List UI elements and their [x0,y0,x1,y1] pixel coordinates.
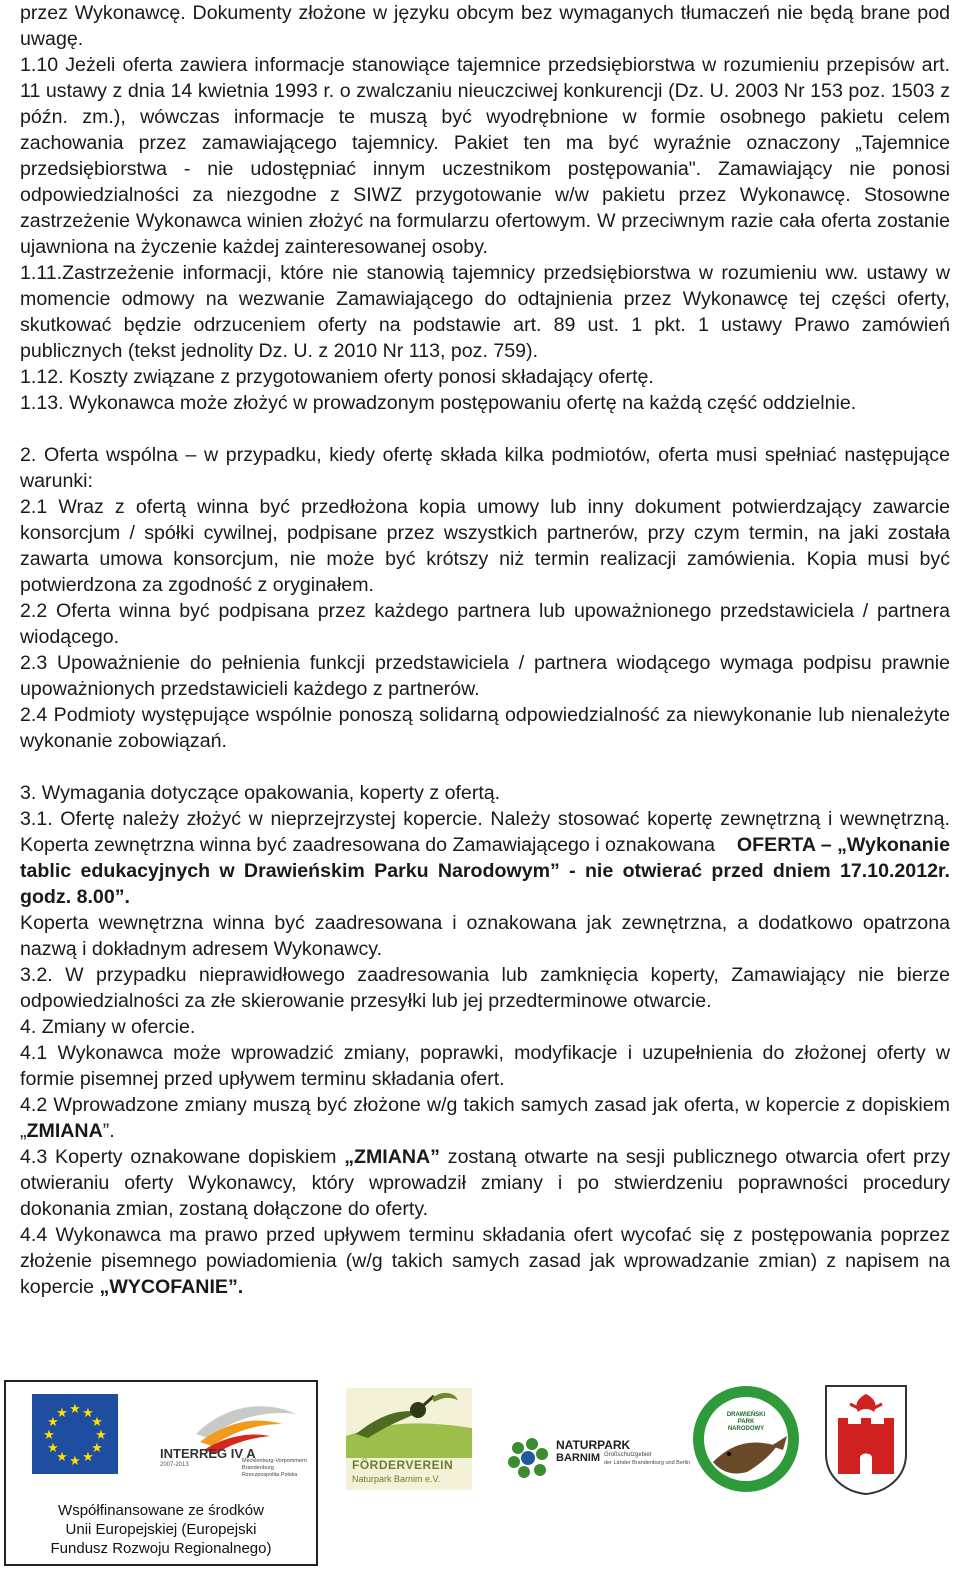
svg-text:★: ★ [69,1454,81,1469]
forderverein-logo [346,1388,472,1490]
document-body [20,0,950,1300]
paragraph: 2.2 Oferta winna być podpisana przez każdego partnera lub upoważnionego przedstawiciela / partnera wiodącego. [20,600,950,648]
paragraph-text: 4.3 Koperty oznakowane dopiskiem [20,1146,345,1168]
dpn-line: NARODOWY [727,1426,765,1432]
paragraph-4-3 [20,1144,950,1222]
eu-caption [6,1501,316,1558]
paragraph: 1.13. Wykonawca może złożyć w prowadzonym postępowaniu ofertę na każdą część oddzielnie. [20,392,857,414]
paragraph: przez Wykonawcę. Dokumenty złożone w języku obcym bez wymaganych tłumaczeń nie będą brane pod uwagę. [20,2,950,50]
svg-text:★: ★ [56,1406,68,1421]
paragraph: 2.3 Upoważnienie do pełnienia funkcji przedstawiciela / partnera wiodącego wymaga podpisu prawnie upoważnionych przedstawicieli każdego z partnerów. [20,652,950,700]
paragraph: 2.4 Podmioty występujące wspólnie ponoszą solidarną odpowiedzialność za niewykonanie lub nienależyte wykonanie zobowiązań. [20,704,950,752]
naturpark-name: BARNIM [556,1452,600,1464]
forderverein-title: FÖRDERVEREIN [352,1458,454,1472]
svg-text:★: ★ [91,1441,103,1456]
dpn-line: DRAWIEŃSKI [726,1412,766,1418]
paragraph-3-1 [20,806,950,910]
eu-flag-icon [32,1394,118,1474]
svg-text:★: ★ [95,1428,107,1443]
interreg-years: 2007-2013 [160,1462,189,1468]
interreg-title: INTERREG IV A [160,1446,256,1461]
drawienski-park-logo [691,1384,801,1494]
interreg-logo [156,1396,306,1476]
footer-logos [0,1380,960,1579]
naturpark-barnim-logo [506,1436,691,1486]
caption-line: Fundusz Rozwoju Regionalnego) [50,1540,272,1557]
forderverein-subtitle: Naturpark Barnim e.V. [352,1474,441,1484]
naturpark-sub: Großschutzgebiet [604,1452,652,1458]
bold-text: ZMIANA [26,1120,103,1142]
paragraph-text: 4.2 Wprowadzone zmiany muszą być złożone w/g takich samych zasad jak oferta, w kopercie z dopiskiem „ [20,1094,950,1142]
bold-text: „ZMIANA” [344,1146,440,1168]
blank-line [20,754,950,780]
svg-text:★: ★ [91,1415,103,1430]
caption-line: Unii Europejskiej (Europejski [65,1521,257,1538]
paragraph-text: 3.1. Ofertę należy złożyć w nieprzejrzystej kopercie. Należy stosować kopertę zewnętrzną i wewnętrzną. Koperta zewnętrzna winna być zaadresowana do Zamawiającego i oznakowana [20,808,950,856]
svg-text:★: ★ [43,1428,55,1443]
svg-text:★: ★ [69,1402,81,1417]
paragraph: 1.12. Koszty związane z przygotowaniem oferty ponosi składający ofertę. [20,366,654,388]
region-name: Brandenburg [242,1465,274,1471]
svg-text:★: ★ [82,1406,94,1421]
paragraph-text: zostaną otwarte na sesji publicznego otwarcia ofert przy otwieraniu oferty Wykonawcy, który wprowadził zmiany i po stwierdzeniu poprawności procedury dokonania zmian, zostaną dołączone do oferty. [20,1146,951,1220]
dpn-line: PARK [737,1419,755,1425]
svg-text:★: ★ [82,1450,94,1465]
paragraph: 1.11.Zastrzeżenie informacji, które nie stanowią tajemnicy przedsiębiorstwa w rozumieniu ww. ustawy w momencie odmowy na wezwanie Zamawiającego do odtajnienia przez Wykonawcę tej części oferty, skutkować będzie odrzuceniem oferty na podstawie art. 89 ust. 1 pkt. 1 ustawy Prawo zamówień publicznych (tekst jednolity Dz. U. z 2010 Nr 113, poz. 759). [20,262,950,362]
interreg-regions [242,1458,307,1479]
paragraph-4-2 [20,1092,950,1144]
paragraph: 3.2. W przypadku nieprawidłowego zaadresowania lub zamknięcia koperty, Zamawiający nie bierze odpowiedzialności za złe skierowanie przesyłki lub jej przedterminowe otwarcie. [20,964,950,1012]
dpn-label [691,1412,801,1433]
coat-of-arms-icon [824,1384,908,1496]
svg-text:★: ★ [47,1441,59,1456]
paragraph-text: 4.4 Wykonawca ma prawo przed upływem terminu składania ofert wycofać się z postępowania poprzez złożenie pisemnego powiadomienia (w/g takich samych zasad jak wprowadzanie zmian) z napisem na kopercie [20,1224,950,1298]
paragraph: Koperta wewnętrzna winna być zaadresowana i oznakowana jak zewnętrzna, a dodatkowo opatrzona nazwą i dokładnym adresem Wykonawcy. [20,912,950,960]
svg-text:★: ★ [56,1450,68,1465]
paragraph-4-4 [20,1222,950,1300]
blank-line [20,416,950,442]
region-name: Mecklenburg-Vorpommern [242,1458,307,1464]
eu-cofinancing-box [4,1380,318,1566]
paragraph: 3. Wymagania dotyczące opakowania, koperty z ofertą. [20,782,501,804]
bold-text: „WYCOFANIE”. [99,1276,244,1298]
svg-text:★: ★ [47,1415,59,1430]
paragraph: 2. Oferta wspólna – w przypadku, kiedy ofertę składa kilka podmiotów, oferta musi spełniać następujące warunki: [20,444,950,492]
caption-line: Współfinansowane ze środków [58,1502,264,1519]
region-name: Rzeczpospolita Polska [242,1472,298,1478]
paragraph-text: ”. [102,1120,115,1142]
offer-label: OFERTA – „Wykonanie tablic edukacyjnych w Drawieńskim Parku Narodowym” - nie otwierać przed dniem 17.10.2012r. godz. 8.00”. [20,834,950,908]
paragraph: 1.10 Jeżeli oferta zawiera informacje stanowiące tajemnice przedsiębiorstwa w rozumieniu przepisów art. 11 ustawy z dnia 14 kwietnia 1993 r. o zwalczaniu nieuczciwej konkurencji (Dz. U. 2003 Nr 153 poz. 1503 z późn. zm.), wówczas informacje te muszą być wyodrębnione w formie osobnego pakietu celem zachowania przez zamawiającego tajemnicy. Pakiet ten ma być wyraźnie oznaczony „Tajemnice przedsiębiorstwa - nie udostępniać innym uczestnikom postępowania". Zamawiający nie ponosi odpowiedzialności za niezgodne z SIWZ przygotowanie w/w pakietu przez Wykonawcę. Stosowne zastrzeżenie Wykonawca winien złożyć na formularzu ofertowym. W przeciwnym razie cała oferta zostanie ujawniona na życzenie każdej zainteresowanej osoby. [20,54,950,258]
naturpark-title: NATURPARK [556,1438,631,1452]
paragraph: 4. Zmiany w ofercie. [20,1016,196,1038]
naturpark-sub: der Länder Brandenburg und Berlin [604,1460,691,1466]
paragraph: 2.1 Wraz z ofertą winna być przedłożona kopia umowy lub inny dokument potwierdzający zawarcie konsorcjum / spółki cywilnej, podpisane przez wszystkich partnerów, przy czym termin, na jaki została zawarta umowa konsorcjum, nie może być krótszy niż termin realizacji zamówienia. Kopia musi być potwierdzona za zgodność z oryginałem. [20,496,950,596]
paragraph: 4.1 Wykonawca może wprowadzić zmiany, poprawki, modyfikacje i uzupełnienia do złożonej oferty w formie pisemnej przed upływem terminu składania ofert. [20,1042,950,1090]
